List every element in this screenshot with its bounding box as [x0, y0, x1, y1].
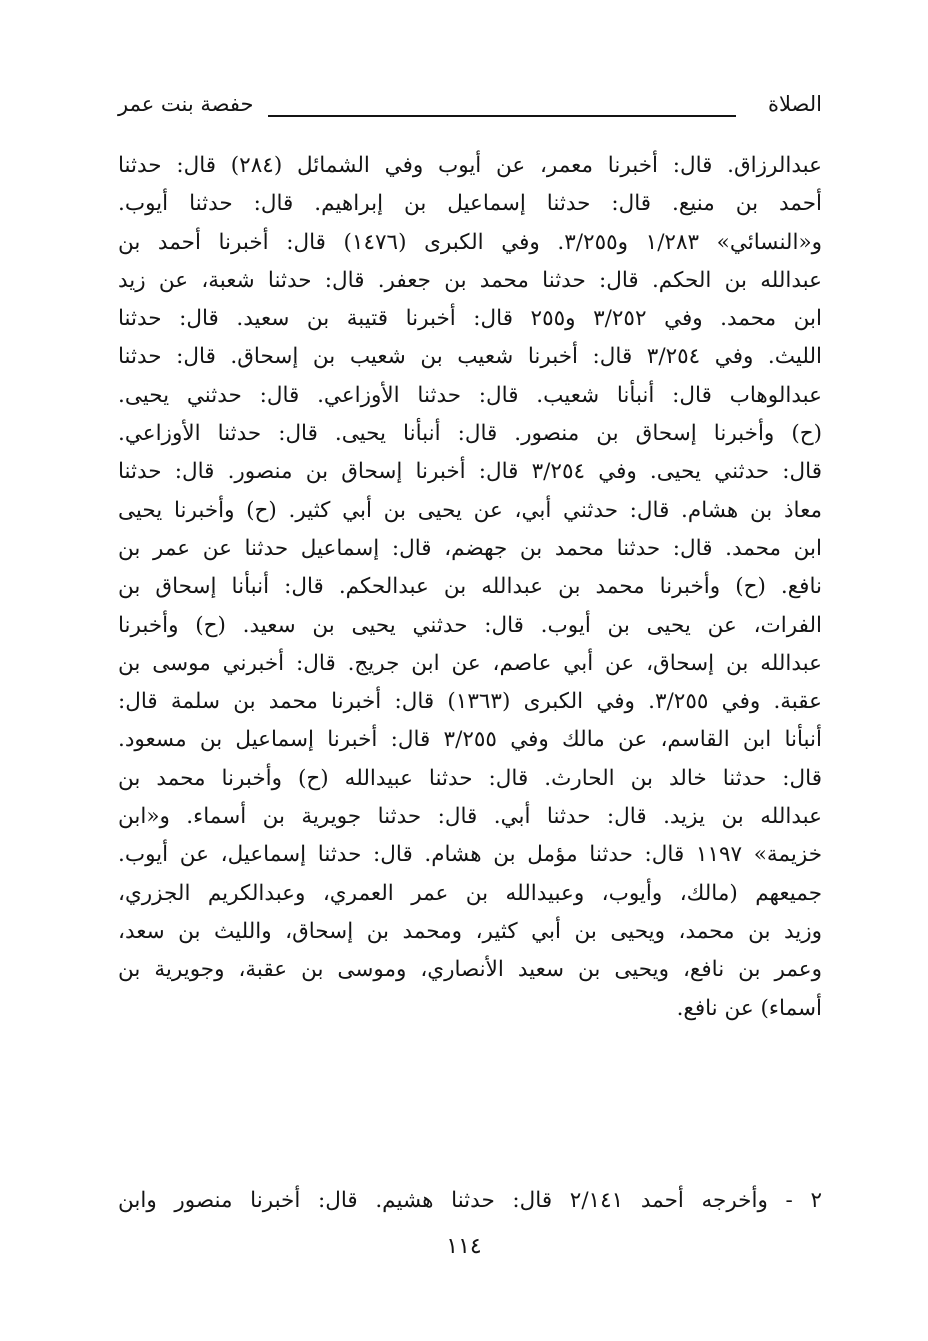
text-line: وزيد بن محمد، ويحيى بن أبي كثير، ومحمد بن إسحاق، والليث بن سعد، [118, 918, 822, 944]
running-header-subject: حفصة بنت عمر [118, 92, 254, 116]
text-line: أحمد بن منيع. قال: حدثنا إسماعيل بن إبراهيم. قال: حدثنا أيوب. [118, 191, 822, 217]
text-line: معاذ بن هشام. قال: حدثني أبي، عن يحيى بن أبي كثير. (ح) وأخبرنا يحيى [118, 497, 822, 523]
text-line: الليث. وفي ٣/٢٥٤ قال: أخبرنا شعيب بن شعيب بن إسحاق. قال: حدثنا [118, 344, 822, 370]
text-line: أنبأنا ابن القاسم، عن مالك وفي ٣/٢٥٥ قال: أخبرنا إسماعيل بن مسعود. [118, 727, 822, 753]
text-line: عبدالله بن إسحاق، عن أبي عاصم، عن ابن جريج. قال: أخبرني موسى بن [118, 650, 822, 676]
text-line: قال: حدثنا خالد بن الحارث. قال: حدثنا عبيدالله (ح) وأخبرنا محمد بن [118, 765, 822, 791]
text-line: عبدالوهاب قال: أنبأنا شعيب. قال: حدثنا الأوزاعي. قال: حدثني يحيى. [118, 382, 822, 408]
text-line: خزيمة» ١١٩٧ قال: حدثنا مؤمل بن هشام. قال: حدثنا إسماعيل، عن أيوب. [118, 842, 822, 868]
text-line: جميعهم (مالك، وأيوب، وعبيدالله بن عمر العمري، وعبدالكريم الجزري، [118, 880, 822, 906]
text-line: وعمر بن نافع، ويحيى بن سعيد الأنصاري، وموسى بن عقبة، وجويرية بن [118, 957, 822, 983]
text-line: عقبة. وفي ٣/٢٥٥. وفي الكبرى (١٣٦٣) قال: أخبرنا محمد بن سلمة قال: [118, 689, 822, 715]
text-line: أسماء) عن نافع. [676, 995, 822, 1021]
footnote-block [118, 1185, 822, 1217]
running-header [118, 84, 822, 124]
text-line: عبدالله بن الحكم. قال: حدثنا محمد بن جعفر. قال: حدثنا شعبة، عن زيد [118, 267, 822, 293]
text-line: الفرات، عن يحيى بن أيوب. قال: حدثني يحيى بن سعيد. (ح) وأخبرنا [118, 612, 822, 638]
text-line: ابن محمد. وفي ٣/٢٥٢ و٢٥٥ قال: أخبرنا قتيبة بن سعيد. قال: حدثنا [118, 306, 822, 332]
text-line: قال: حدثني يحيى. وفي ٣/٢٥٤ قال: أخبرنا إسحاق بن منصور. قال: حدثنا [118, 459, 822, 485]
footnote-line: ٢ - وأخرجه أحمد ٢/١٤١ قال: حدثنا هشيم. قال: أخبرنا منصور وابن [118, 1188, 822, 1213]
text-line: و«النسائي» ١/٢٨٣ و٣/٢٥٥. وفي الكبرى (١٤٧٦) قال: أخبرنا أحمد بن [118, 229, 822, 255]
main-text-block [118, 147, 822, 1028]
running-header-chapter: الصلاة [768, 92, 822, 116]
page-number: ١١٤ [446, 1234, 482, 1259]
text-line: ابن محمد. قال: حدثنا محمد بن جهضم، قال: إسماعيل حدثنا عن عمر بن [118, 535, 822, 561]
text-line: (ح) وأخبرنا إسحاق بن منصور. قال: أنبأنا يحيى. قال: حدثنا الأوزاعي. [118, 421, 822, 447]
text-line: عبدالله بن يزيد. قال: حدثنا أبي. قال: حدثنا جويرية بن أسماء. و«ابن [118, 804, 822, 830]
text-line: نافع. (ح) وأخبرنا محمد بن عبدالله بن عبدالحكم. قال: أنبأنا إسحاق بن [118, 574, 822, 600]
text-line: عبدالرزاق. قال: أخبرنا معمر، عن أيوب وفي الشمائل (٢٨٤) قال: حدثنا [118, 153, 822, 178]
header-divider-line [268, 115, 736, 117]
